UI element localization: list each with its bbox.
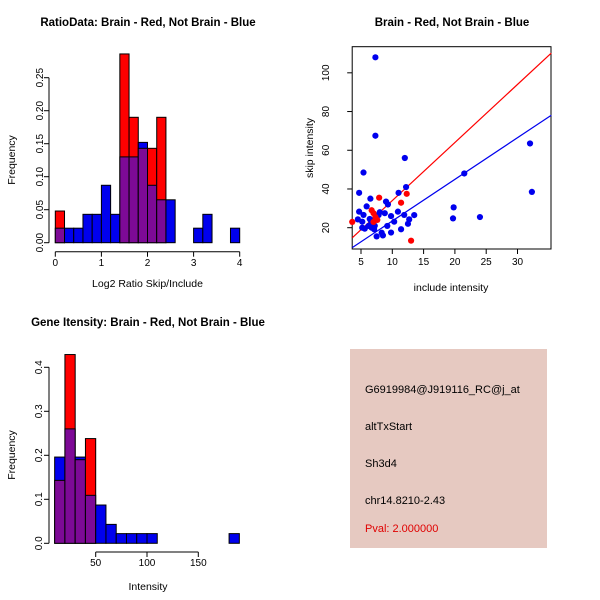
y-tick-label: 60: [321, 144, 332, 156]
y-tick-label: 0.2: [34, 448, 45, 463]
histogram-bar: [194, 228, 203, 243]
x-tick-label: 150: [189, 558, 207, 569]
scatter-point-blue: [403, 184, 409, 190]
histogram-bar: [96, 505, 106, 543]
info-box-rect: [350, 349, 547, 548]
scatter-point-blue: [450, 215, 456, 221]
chart-title: Brain - Red, Not Brain - Blue: [374, 17, 530, 29]
histogram-bar: [65, 228, 74, 243]
scatter-point-blue: [411, 212, 417, 218]
y-tick-label: 0.1: [34, 492, 45, 507]
scatter-point-blue: [395, 190, 401, 196]
scatter-point-blue: [385, 201, 391, 207]
x-tick-label: 2: [144, 258, 151, 269]
panel-gene-info-box: [350, 349, 547, 548]
x-tick-label: 5: [358, 257, 364, 268]
histogram-bar: [229, 534, 239, 544]
scatter-point-blue: [398, 226, 404, 232]
scatter-point-red: [349, 219, 355, 225]
y-axis-label: Frequency: [6, 430, 18, 480]
histogram-bar: [101, 185, 110, 242]
scatter-point-blue: [388, 229, 394, 235]
chart-title: Gene Itensity: Brain - Red, Not Brain - Blue: [31, 317, 265, 329]
x-tick-label: 1: [98, 258, 105, 269]
scatter-point-blue: [382, 210, 388, 216]
locus-text: chr14.8210-2.43: [365, 495, 446, 507]
notbrain-fit-line: [352, 115, 551, 247]
scatter-point-blue: [356, 209, 362, 215]
scatter-point-blue: [401, 212, 407, 218]
scatter-point-red: [404, 191, 410, 197]
scatter-point-blue: [369, 225, 375, 231]
scatter-point-red: [398, 200, 404, 206]
scatter-point-blue: [360, 169, 366, 175]
histogram-bar: [74, 228, 83, 243]
scatter-point-blue: [527, 140, 533, 146]
histogram-bar: [137, 534, 147, 544]
y-tick-label: 0.05: [35, 199, 46, 220]
scatter-point-blue: [384, 223, 390, 229]
histogram-bar-overlap: [157, 200, 166, 243]
histogram-bar: [147, 534, 157, 544]
scatter-point-blue: [372, 54, 378, 60]
y-tick-label: 80: [321, 105, 332, 118]
scatter-point-red: [376, 195, 382, 201]
histogram-bar: [230, 228, 239, 243]
panel-intensity-scatter: [300, 0, 600, 300]
y-tick-label: 40: [321, 183, 332, 195]
y-tick-label: 0.20: [35, 100, 46, 121]
x-tick-label: 50: [90, 558, 102, 569]
histogram-bar-overlap: [55, 480, 65, 543]
y-tick-label: 0.25: [35, 67, 46, 88]
x-tick-label: 10: [386, 257, 398, 268]
histogram-bar-overlap: [75, 460, 85, 544]
event-type-text: altTxStart: [365, 421, 413, 433]
scatter-point-red: [408, 238, 414, 244]
x-tick-label: 100: [138, 558, 156, 569]
scatter-point-blue: [356, 190, 362, 196]
x-tick-label: 25: [480, 257, 492, 268]
histogram-bar: [203, 214, 212, 242]
y-tick-label: 100: [321, 64, 332, 82]
probe-id-text: G6919984@J919116_RC@j_at: [365, 384, 520, 396]
histogram-bar: [166, 200, 175, 243]
y-tick-label: 0.0: [34, 536, 45, 551]
scatter-point-blue: [461, 170, 467, 176]
y-tick-label: 0.4: [34, 360, 45, 375]
x-tick-label: 3: [190, 258, 197, 269]
histogram-bar-overlap: [55, 228, 64, 243]
scatter-point-blue: [451, 204, 457, 210]
scatter-point-blue: [477, 214, 483, 220]
x-tick-label: 15: [418, 257, 430, 268]
histogram-bar: [111, 214, 120, 242]
scatter-point-blue: [402, 155, 408, 161]
y-tick-label: 0.00: [35, 232, 46, 253]
x-tick-label: 30: [511, 257, 524, 268]
histogram-bar-overlap: [138, 148, 147, 242]
scatter-point-blue: [362, 226, 368, 232]
x-tick-label: 20: [449, 257, 461, 268]
scatter-point-blue: [391, 219, 397, 225]
histogram-bar-overlap: [120, 157, 129, 243]
x-axis-label: include intensity: [413, 282, 489, 294]
histogram-bar: [83, 214, 92, 242]
histogram-bar-overlap: [65, 429, 75, 543]
gene-symbol-text: Sh3d4: [365, 458, 397, 470]
scatter-point-blue: [372, 133, 378, 139]
scatter-point-blue: [355, 216, 361, 222]
x-axis-label: Log2 Ratio Skip/Include: [92, 278, 203, 290]
y-tick-label: 20: [321, 222, 332, 234]
x-axis-label: Intensity: [128, 581, 168, 593]
x-tick-label: 4: [236, 258, 243, 269]
scatter-point-blue: [529, 189, 535, 195]
histogram-bar-overlap: [148, 185, 157, 242]
histogram-bar-overlap: [85, 495, 95, 543]
scatter-point-blue: [367, 196, 373, 202]
scatter-point-blue: [380, 232, 386, 238]
y-tick-label: 0.10: [35, 166, 46, 187]
histogram-bar: [116, 534, 126, 544]
histogram-bar-overlap: [129, 157, 138, 243]
scatter-point-blue: [395, 209, 401, 215]
brain-fit-line: [352, 53, 551, 238]
x-tick-label: 0: [52, 258, 59, 269]
chart-title: RatioData: Brain - Red, Not Brain - Blue: [40, 17, 256, 29]
panel-ratio-histogram: [0, 0, 300, 300]
panel-gene-intensity-histogram: [0, 300, 300, 600]
scatter-point-blue: [405, 221, 411, 227]
scatter-point-blue: [374, 233, 380, 239]
histogram-bar: [106, 524, 116, 543]
y-axis-label: Frequency: [6, 135, 18, 185]
y-tick-label: 0.3: [34, 404, 45, 419]
info-box-background: [350, 349, 547, 548]
scatter-point-red: [370, 219, 376, 225]
scatter-point-blue: [364, 203, 370, 209]
y-axis-label: skip intensity: [304, 117, 316, 179]
pval-text: Pval: 2.000000: [365, 523, 439, 535]
histogram-bar: [126, 534, 136, 544]
histogram-bar: [92, 214, 101, 242]
y-tick-label: 0.15: [35, 133, 46, 154]
scatter-point-blue: [388, 213, 394, 219]
